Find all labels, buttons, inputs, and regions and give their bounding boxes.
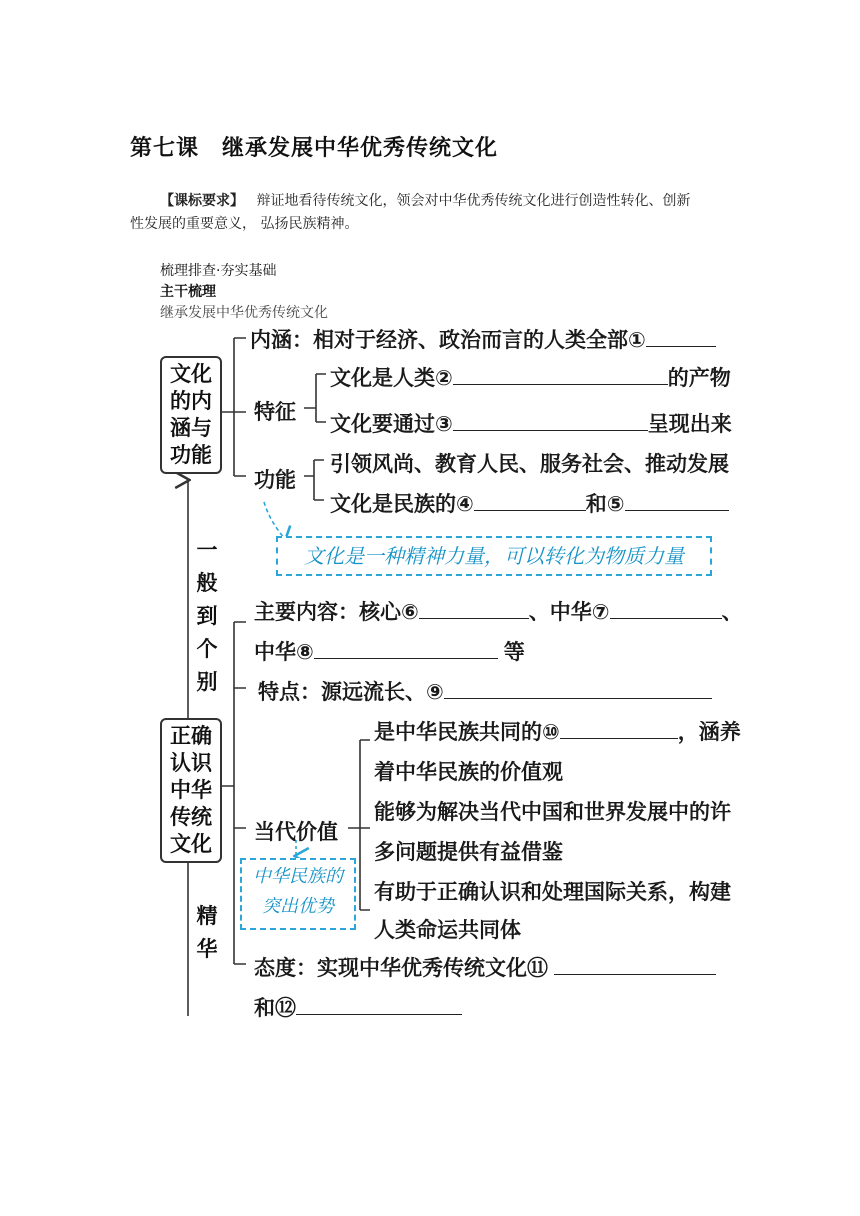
blank-8 [314, 638, 498, 659]
note1-arrow [264, 502, 286, 540]
box2-line: 中华 [170, 778, 212, 802]
blank-1 [646, 326, 716, 347]
blank-4 [474, 490, 586, 511]
function-label: 功能 [254, 468, 296, 492]
main-content-row-2 [254, 636, 525, 666]
note-prominent-advantage [240, 858, 356, 930]
value-2-line-2: 多问题提供有益借鉴 [374, 840, 563, 864]
value-1-line-1 [374, 716, 741, 746]
value-1-line-2: 着中华民族的价值观 [374, 760, 563, 784]
blank-9 [444, 678, 712, 699]
main-content-row-1 [254, 596, 743, 626]
blank-6 [419, 598, 529, 619]
feature-1-text: 文化是人类② [330, 366, 453, 390]
feature-row-1 [330, 362, 731, 392]
feature-row-2 [330, 408, 732, 438]
diagram-caption: 继承发展中华优秀传统文化 [160, 305, 328, 321]
section-heading: 梳理排查·夯实基础 [160, 263, 277, 279]
sub-heading: 主干梳理 [160, 284, 216, 300]
requirement-label: 【课标要求】 [160, 193, 244, 209]
blank-10 [560, 718, 678, 739]
box1-line: 文化 [170, 362, 212, 386]
box1-line: 的内 [170, 389, 212, 413]
function-row-2 [330, 488, 729, 518]
box2-line: 正确 [170, 724, 212, 748]
blank-7 [610, 598, 722, 619]
attitude-row-1 [254, 952, 716, 982]
box1-line: 功能 [170, 443, 212, 467]
blank-3 [453, 410, 648, 431]
attitude-row-2 [254, 992, 462, 1022]
characteristics-row [258, 676, 712, 706]
arrow-char: 到 [196, 604, 218, 628]
attitude-text: 态度：实现中华优秀传统文化⑪ [254, 956, 548, 980]
note-2-line: 中华民族的 [253, 866, 343, 887]
function-2-text: 文化是民族的④ [330, 492, 474, 516]
note-spiritual-force: 文化是一种精神力量，可以转化为物质力量 [276, 536, 712, 576]
value-3-line-1: 有助于正确认识和处理国际关系，构建 [374, 880, 731, 904]
arrow-char: 个 [196, 637, 218, 661]
page-title: 第七课 继承发展中华优秀传统文化 [130, 136, 499, 161]
arrow-char: 精 [196, 904, 218, 928]
feature-bracket [304, 374, 326, 422]
main-content-text-2: 、中华⑦ [528, 600, 610, 624]
requirement-text-2: 性发展的重要意义， 弘扬民族精神。 [130, 216, 359, 232]
arrow-char: 一 [196, 538, 218, 562]
characteristics-text: 特点：源远流长、⑨ [258, 680, 444, 704]
function-bracket [304, 460, 324, 500]
blank-5 [625, 490, 729, 511]
function-row-1: 引领风尚、教育人民、服务社会、推动发展 [330, 452, 729, 476]
box2-line: 传统 [170, 805, 212, 829]
feature-1-suffix: 的产物 [667, 366, 731, 390]
arrow-char: 别 [196, 670, 218, 694]
main-content-comma: 、 [721, 600, 743, 624]
box1-line: 涵与 [170, 416, 212, 440]
function-2-and: 和⑤ [585, 492, 625, 516]
requirement-text-1: 辩证地看待传统文化，领会对中华优秀传统文化进行创造性转化、创新 [256, 193, 691, 209]
arrow-label-general-to-specific [192, 534, 222, 699]
arrow-char: 华 [196, 937, 218, 961]
feature-label: 特征 [254, 400, 296, 424]
feature-2-text: 文化要通过③ [330, 412, 453, 436]
main-content-etc: 等 [503, 640, 525, 664]
feature-2-suffix: 呈现出来 [647, 412, 732, 436]
box2-line: 认识 [170, 751, 212, 775]
connotation-row [250, 324, 716, 354]
connotation-text: 内涵：相对于经济、政治而言的人类全部① [250, 328, 646, 352]
arrow-char: 般 [196, 571, 218, 595]
value-3-line-2: 人类命运共同体 [374, 918, 521, 942]
arrow-label-essence [192, 900, 222, 966]
blank-11 [554, 954, 716, 975]
note-2-line: 突出优势 [262, 896, 334, 917]
value-1-suffix: ，涵养 [677, 720, 741, 744]
main-content-text: 主要内容：核心⑥ [254, 600, 419, 624]
box1-bracket [220, 338, 246, 476]
value-2-line-1: 能够为解决当代中国和世界发展中的许 [374, 800, 731, 824]
box-culture-connotation-function [160, 356, 222, 474]
main-content-text-3: 中华⑧ [254, 640, 314, 664]
blank-12 [296, 994, 462, 1015]
blank-2 [453, 364, 668, 385]
box-understand-traditional-culture [160, 718, 222, 863]
value-1-text: 是中华民族共同的⑩ [374, 720, 560, 744]
contemporary-value-label: 当代价值 [254, 820, 338, 844]
attitude-and: 和⑫ [254, 996, 296, 1020]
box2-line: 文化 [170, 832, 212, 856]
